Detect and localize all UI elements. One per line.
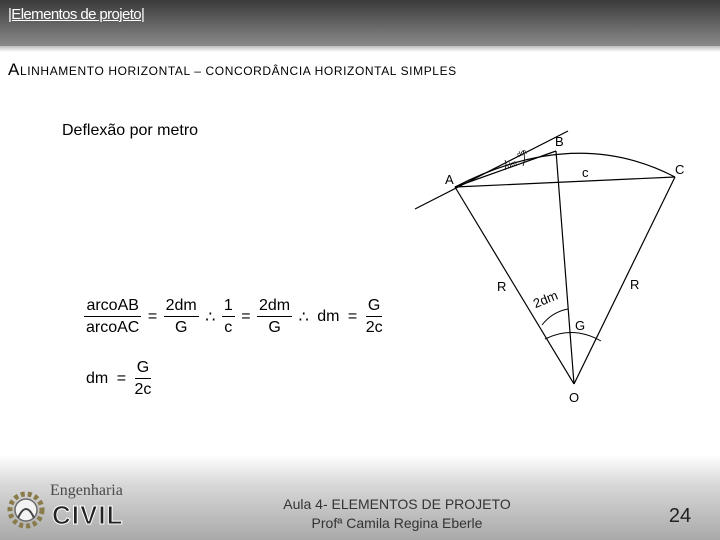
fraction-1-c xyxy=(222,296,235,337)
radius-left xyxy=(455,187,574,384)
logo-text-main: CIVIL xyxy=(52,500,124,530)
label-a: A xyxy=(445,172,454,187)
therefore-symbol: ∴ xyxy=(298,308,309,326)
equals-sign: = xyxy=(241,307,251,325)
fraction-numerator: G xyxy=(366,296,382,317)
radius-right xyxy=(574,177,675,384)
fraction-numerator: 1 xyxy=(222,296,235,317)
equals-sign: = xyxy=(347,307,358,325)
slide-subheading: Deflexão por metro xyxy=(62,122,199,139)
label-b: B xyxy=(555,134,564,149)
page-number: 24 xyxy=(668,505,692,527)
label-c-point: C xyxy=(675,162,685,177)
fraction-2dm-g xyxy=(164,296,199,337)
label-dm-small-2: dm xyxy=(506,159,518,170)
equals-sign: = xyxy=(147,307,158,325)
fraction-arco xyxy=(84,296,141,337)
label-o: O xyxy=(569,390,580,405)
fraction-denominator: 2c xyxy=(365,319,383,336)
chord-ac xyxy=(455,177,675,187)
therefore-symbol: ∴ xyxy=(205,308,216,326)
label-dm-small-1: dm xyxy=(516,148,528,159)
fraction-2dm-g xyxy=(257,296,292,337)
header-title: |Elementos de projeto| xyxy=(8,6,145,23)
fraction-denominator: G xyxy=(174,319,188,336)
equals-sign: = xyxy=(116,369,127,387)
angle-arc-dm-inner xyxy=(505,160,506,170)
heading-rest: LINHAMENTO HORIZONTAL – CONCORDÂNCIA HORIZONTAL SIMPLES xyxy=(19,64,457,78)
header-bar xyxy=(0,0,720,46)
label-g: G xyxy=(575,318,586,333)
gear-icon xyxy=(4,488,48,532)
curve-diagram xyxy=(405,120,705,410)
fraction-numerator: G xyxy=(135,358,151,379)
dm-variable: dm xyxy=(317,307,340,325)
fraction-g-2c xyxy=(364,296,385,337)
label-c-chord: c xyxy=(582,165,589,180)
fraction-denominator: 2c xyxy=(134,381,152,398)
fraction-numerator: 2dm xyxy=(164,296,199,317)
dm-variable: dm xyxy=(86,369,109,387)
footer-course-title: Aula 4- ELEMENTOS DE PROJETO xyxy=(283,496,511,512)
formula-result xyxy=(84,358,153,399)
formula-main xyxy=(84,296,385,337)
fraction-numerator: arcoAB xyxy=(84,296,140,317)
label-r-left: R xyxy=(497,279,507,294)
slide-heading xyxy=(8,60,457,80)
fraction-denominator: arcoAC xyxy=(86,319,140,336)
line-ob xyxy=(556,151,574,384)
fraction-g-2c xyxy=(132,358,153,399)
angle-arc-2dm xyxy=(542,309,568,325)
footer-professor: Profª Camila Regina Eberle xyxy=(311,515,483,531)
heading-initial: A xyxy=(8,60,20,79)
angle-arc-g xyxy=(545,332,601,341)
header-shadow xyxy=(0,46,720,52)
fraction-denominator: c xyxy=(224,319,233,336)
fraction-numerator: 2dm xyxy=(257,296,292,317)
logo-text-top: Engenharia xyxy=(50,482,123,499)
fraction-denominator: G xyxy=(268,319,281,336)
label-2dm: 2dm xyxy=(530,287,560,311)
label-r-right: R xyxy=(630,277,640,292)
engenharia-civil-logo xyxy=(4,482,134,538)
